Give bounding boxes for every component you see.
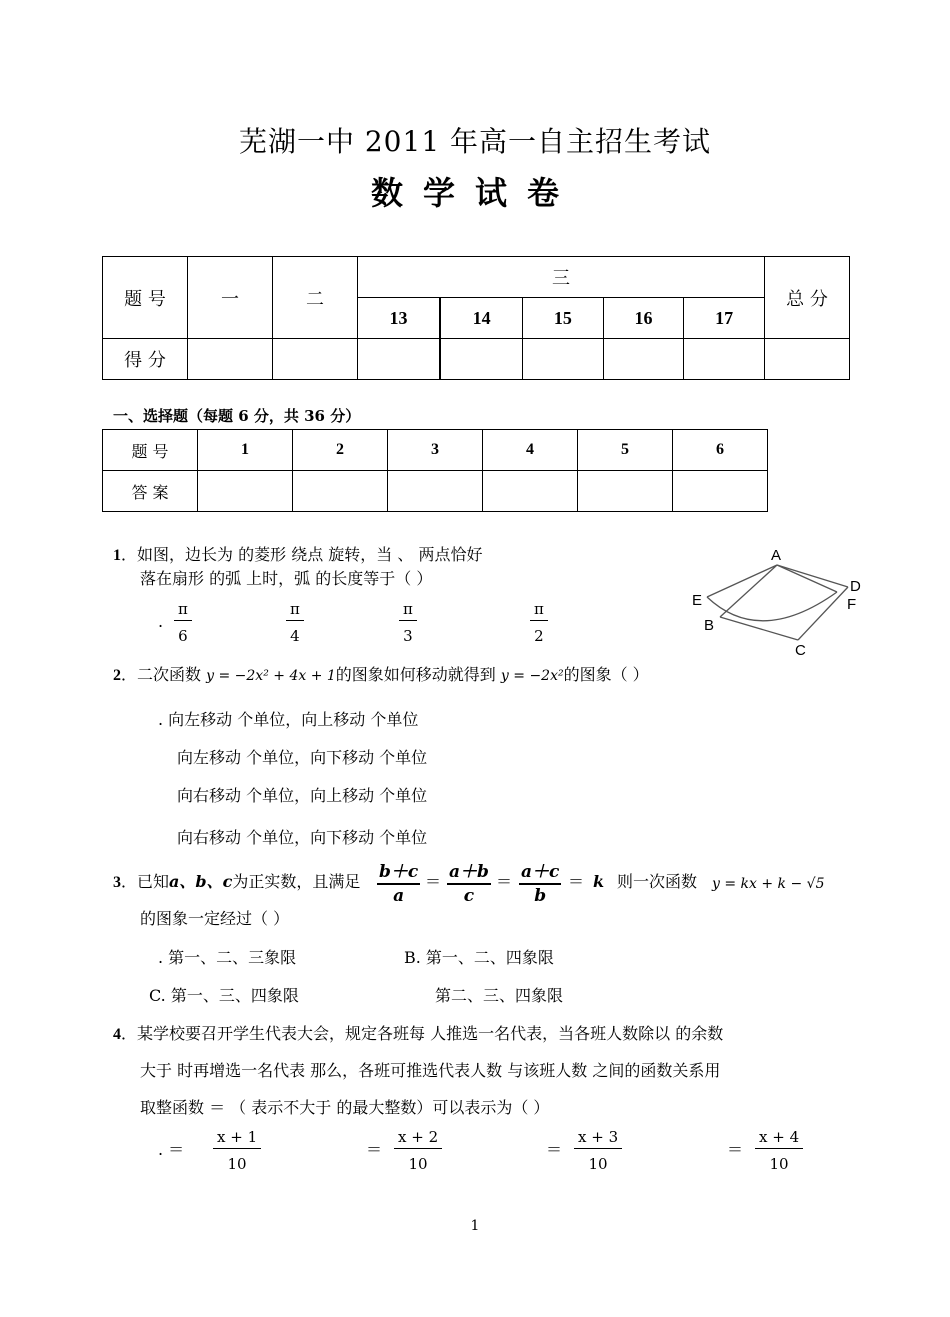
- question-3-line2: 的图象一定经过（ ）: [140, 909, 290, 928]
- label-a: A: [771, 547, 782, 564]
- option-b: $\frac{\pi}{4}$: [286, 600, 304, 645]
- fraction-1: $\frac{b+c}{a}$: [377, 857, 420, 906]
- score-col-1: 一: [188, 257, 273, 339]
- question-text: 的图象如何移动就得到: [335, 665, 496, 684]
- answer-num: 5: [578, 430, 673, 471]
- question-number: 1: [113, 547, 121, 564]
- answer-cell[interactable]: [198, 471, 293, 512]
- option-a: $\frac{\pi}{6}$: [174, 600, 192, 645]
- score-cell[interactable]: [188, 339, 273, 380]
- answer-table: [102, 429, 768, 512]
- fraction-2: $\frac{a+b}{c}$: [447, 857, 491, 906]
- option-b: 向左移动 个单位，向下移动 个单位: [177, 748, 428, 767]
- answer-cell[interactable]: [293, 471, 388, 512]
- question-4-line2: 大于 时再增选一名代表 那么，各班可推选代表人数 与该班人数 之间的函数关系用: [140, 1061, 721, 1080]
- equals-sign: ＝: [425, 872, 442, 891]
- formula: y = −2x² + 4x + 1: [206, 668, 336, 684]
- equals-sign: ＝: [496, 872, 513, 891]
- score-row-label-score: 得 分: [103, 339, 188, 380]
- question-text: 则一次函数: [617, 872, 698, 891]
- answer-num: 6: [673, 430, 768, 471]
- answer-num: 2: [293, 430, 388, 471]
- option-c: $\frac{x + 3}{10}$: [574, 1128, 622, 1173]
- question-text: 已知: [137, 872, 170, 891]
- label-d: D: [850, 578, 861, 595]
- question-1-line2: 落在扇形 的弧 上时，弧 的长度等于（ ）: [140, 569, 433, 588]
- equals-sign: ＝: [568, 872, 585, 891]
- option-c: C. 第一、三、四象限: [149, 986, 299, 1005]
- segment-AD: [777, 565, 848, 587]
- label-c: C: [795, 642, 806, 659]
- score-cell[interactable]: [523, 339, 604, 380]
- score-subcol: 17: [684, 298, 765, 339]
- question-3: 3．已知a、b、c为正实数，且满足: [113, 872, 361, 891]
- score-col-3: 三: [358, 257, 765, 298]
- answer-num: 4: [483, 430, 578, 471]
- equals-sign: ＝: [727, 1140, 744, 1159]
- option-a: . 第一、二、三象限: [158, 948, 297, 967]
- score-subcol: 16: [603, 298, 684, 339]
- answer-num: 1: [198, 430, 293, 471]
- question-text: 如图，边长为 的菱形 绕点 旋转，当 、 两点恰好: [137, 545, 483, 564]
- option-d: $\frac{\pi}{2}$: [530, 600, 548, 645]
- exam-title: 芜湖一中 2011 年高一自主招生考试: [238, 125, 712, 158]
- answer-cell[interactable]: [673, 471, 768, 512]
- option-c: $\frac{\pi}{3}$: [399, 600, 417, 645]
- question-number: 2: [113, 667, 121, 684]
- option-a: . 向左移动 个单位，向上移动 个单位: [158, 710, 419, 729]
- equals-sign: ＝: [366, 1140, 383, 1159]
- option-prefix: . ＝: [158, 1140, 185, 1159]
- score-cell[interactable]: [440, 339, 523, 380]
- segment-DC: [798, 587, 848, 640]
- answer-row-label-num: 题 号: [103, 430, 198, 471]
- question-number: 3: [113, 874, 121, 891]
- score-subcol: 14: [440, 298, 523, 339]
- question-text: 为正实数，且满足: [232, 872, 361, 891]
- equals-sign: ＝: [546, 1140, 563, 1159]
- option-b: B. 第一、二、四象限: [404, 948, 554, 967]
- option-d: 向右移动 个单位，向下移动 个单位: [177, 828, 428, 847]
- answer-cell[interactable]: [388, 471, 483, 512]
- question-text: 的图象（ ）: [563, 665, 649, 684]
- option-b: $\frac{x + 2}{10}$: [394, 1128, 442, 1173]
- segment-AB: [720, 565, 777, 617]
- score-table: [102, 256, 850, 380]
- variables: a、b、c: [169, 872, 233, 891]
- section-heading: 一、选择题（每题 6 分，共 36 分）: [113, 407, 361, 425]
- question-1: 1．如图，边长为 的菱形 绕点 旋转，当 、 两点恰好: [113, 545, 483, 564]
- label-f: F: [847, 596, 857, 613]
- option-d: $\frac{x + 4}{10}$: [755, 1128, 803, 1173]
- question-text: 二次函数: [137, 665, 202, 684]
- score-subcol: 13: [358, 298, 441, 339]
- answer-cell[interactable]: [483, 471, 578, 512]
- option-a: $\frac{x + 1}{10}$: [213, 1128, 261, 1173]
- score-row-label-num: 题 号: [103, 257, 188, 339]
- label-e: E: [692, 592, 703, 609]
- question-4: 4．某学校要召开学生代表大会，规定各班每 人推选一名代表，当各班人数除以 的余数: [113, 1024, 724, 1043]
- score-cell[interactable]: [765, 339, 850, 380]
- option-c: 向右移动 个单位，向上移动 个单位: [177, 786, 428, 805]
- option-d: 第二、三、四象限: [435, 986, 564, 1005]
- formula: y = kx + k − √5: [712, 876, 825, 892]
- rhombus-sector-figure: [690, 545, 870, 660]
- option-prefix: .: [158, 612, 164, 631]
- answer-cell[interactable]: [578, 471, 673, 512]
- segment-AE: [707, 565, 777, 597]
- question-2: 2．二次函数 y = −2x² + 4x + 1的图象如何移动就得到 y = −2x²的图象（ ）: [113, 665, 649, 684]
- segment-AF: [777, 565, 837, 592]
- question-number: 4: [113, 1026, 121, 1043]
- subject-title: 数学试卷: [370, 174, 579, 212]
- answer-row-label-ans: 答 案: [103, 471, 198, 512]
- k-variable: k: [593, 872, 605, 891]
- score-total-label: 总 分: [765, 257, 850, 339]
- answer-num: 3: [388, 430, 483, 471]
- label-b: B: [704, 617, 715, 634]
- score-cell[interactable]: [358, 339, 441, 380]
- arc: [707, 592, 837, 621]
- formula: y = −2x²: [500, 668, 564, 684]
- score-cell[interactable]: [273, 339, 358, 380]
- score-col-2: 二: [273, 257, 358, 339]
- question-text: 某学校要召开学生代表大会，规定各班每 人推选一名代表，当各班人数除以 的余数: [137, 1024, 724, 1043]
- page-number: 1: [470, 1218, 480, 1234]
- score-cell[interactable]: [603, 339, 684, 380]
- fraction-3: $\frac{a+c}{b}$: [519, 857, 561, 906]
- score-subcol: 15: [523, 298, 604, 339]
- question-4-line3: 取整函数 ＝ （ 表示不大于 的最大整数）可以表示为（ ）: [140, 1098, 550, 1117]
- score-cell[interactable]: [684, 339, 765, 380]
